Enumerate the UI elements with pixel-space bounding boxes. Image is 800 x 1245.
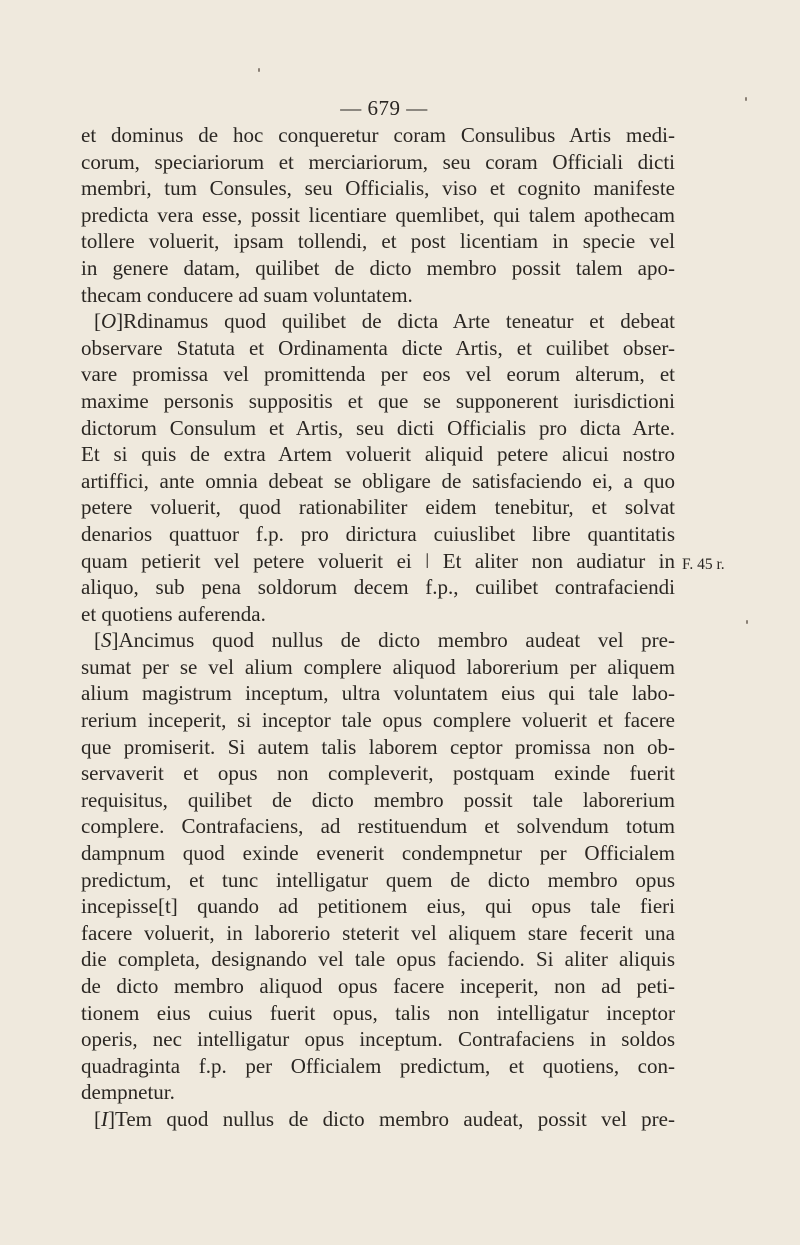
text-line [81,654,675,681]
text-line [81,361,675,388]
line-text: quam petierit vel petere voluerit ei ǀ Et aliter non audiatur in [81,548,675,573]
text-line [81,468,675,495]
line-text: tollere voluerit, ipsam tollendi, et post licentiam in specie vel [81,229,675,254]
text-line [81,813,675,840]
text-line [81,282,675,309]
text-line [81,680,675,707]
line-text: requisitus, quilibet de dicto membro possit tale laborerium [81,787,675,812]
bracket-open: [ [94,1106,101,1131]
paper-speck [746,620,748,624]
line-text: die completa, designando vel tale opus faciendo. Si aliter aliquis [81,947,675,972]
line-text: observare Statuta et Ordinamenta dicte Artis, et cuilibet obser- [81,335,675,360]
statute-text [81,122,675,1133]
text-line [81,946,675,973]
text-line [81,415,675,442]
line-text: Rdinamus quod quilibet de dicta Arte teneatur et debeat [123,309,675,334]
line-text: maxime personis suppositis et que se supponerent iurisdictioni [81,388,675,413]
text-line [81,228,675,255]
text-line [81,441,675,468]
bracket-close: ] [108,1106,115,1131]
text-line [81,574,675,601]
line-text: Ancimus quod nullus de dicto membro audeat vel pre- [118,628,675,653]
line-text: Et si quis de extra Artem voluerit aliquid petere alicui nostro [81,442,675,467]
line-text: predictum, et tunc intelligatur quem de dicto membro opus [81,867,675,892]
bracket-open: [ [94,628,101,653]
page-number: — 679 — [340,96,428,120]
text-line [81,601,675,628]
text-line [81,122,675,149]
text-line [81,1026,675,1053]
text-line [81,707,675,734]
line-text: corum, speciariorum et merciariorum, seu coram Officiali dicti [81,149,675,174]
line-text: facere voluerit, in laborerio steterit vel aliquem stare fecerit una [81,920,675,945]
text-line [81,760,675,787]
line-text: operis, nec intelligatur opus inceptum. Contrafaciens in soldos [81,1027,675,1052]
line-text: servaverit et opus non compleverit, postquam exinde fuerit [81,761,675,786]
folio-margin-note: F. 45 r. [682,556,725,573]
text-line [81,920,675,947]
line-text: de dicto membro aliquod opus facere inceperit, non ad peti- [81,974,675,998]
line-text: complere. Contrafaciens, ad restituendum et solvendum totum [81,814,675,839]
line-text: denarios quattuor f.p. pro dirictura cuiuslibet libre quantitatis [81,521,675,546]
line-text: et dominus de hoc conqueretur coram Consulibus Artis medi- [81,123,675,147]
line-text: thecam conducere ad suam voluntatem. [81,282,413,307]
text-line [81,388,675,415]
text-line [81,893,675,920]
line-text: Tem quod nullus de dicto membro audeat, possit vel pre- [115,1106,675,1131]
line-text: dampnum quod exinde evenerit condempnetur per Officialem [81,841,675,866]
paper-speck [745,97,747,101]
bracket-close: ] [116,309,124,334]
text-line [81,255,675,282]
line-text: petere voluerit, quod rationabiliter eidem tenebitur, et solvat [81,495,675,520]
paragraph-first-line [81,308,675,335]
line-text: dictorum Consulum et Artis, seu dicti Officialis pro dicta Arte. [81,415,675,440]
line-text: in genere datam, quilibet de dicto membro possit talem apo- [81,255,675,280]
text-line [81,1053,675,1080]
bracket-close: ] [111,628,119,653]
text-line [81,787,675,814]
line-text: incepisse[t] quando ad petitionem eius, qui opus tale fieri [81,894,675,919]
line-text: predicta vera esse, possit licentiare quemlibet, qui talem apothecam [81,202,675,227]
restored-initial: I [101,1106,108,1131]
text-line [81,175,675,202]
text-line [81,149,675,176]
text-line [81,1000,675,1027]
text-line [81,973,675,1000]
text-line [81,734,675,761]
line-text: dempnetur. [81,1080,175,1105]
text-line [81,867,675,894]
text-line [81,840,675,867]
line-text: et quotiens auferenda. [81,601,266,626]
line-text: alium magistrum inceptum, ultra voluntatem eius qui tale labo- [81,681,675,706]
line-text: sumat per se vel alium complere aliquod laborerium per aliquem [81,654,675,679]
restored-initial: S [101,628,112,653]
text-line [81,521,675,548]
text-line [81,202,675,229]
bracket-open: [ [94,309,101,334]
text-line [81,494,675,521]
paragraph-first-line [81,1106,675,1133]
restored-initial: O [101,309,117,334]
text-line [81,335,675,362]
text-line [81,1079,675,1106]
line-text: quadraginta f.p. per Officialem predictum, et quotiens, con- [81,1053,675,1078]
line-text: membri, tum Consules, seu Officialis, viso et cognito manifeste [81,176,675,201]
line-text: aliquo, sub pena soldorum decem f.p., cuilibet contrafaciendi [81,575,675,600]
line-text: que promiserit. Si autem talis laborem ceptor promissa non ob- [81,734,675,759]
line-text: tionem eius cuius fuerit opus, talis non intelligatur inceptor [81,1000,675,1025]
paper-speck [258,68,260,72]
line-text: rerium inceperit, si inceptor tale opus complere voluerit et facere [81,708,675,733]
text-line [81,548,675,575]
line-text: artiffici, ante omnia debeat se obligare de satisfaciendo ei, a quo [81,468,675,493]
paragraph-first-line [81,627,675,654]
line-text: vare promissa vel promittenda per eos vel eorum alterum, et [81,362,675,387]
